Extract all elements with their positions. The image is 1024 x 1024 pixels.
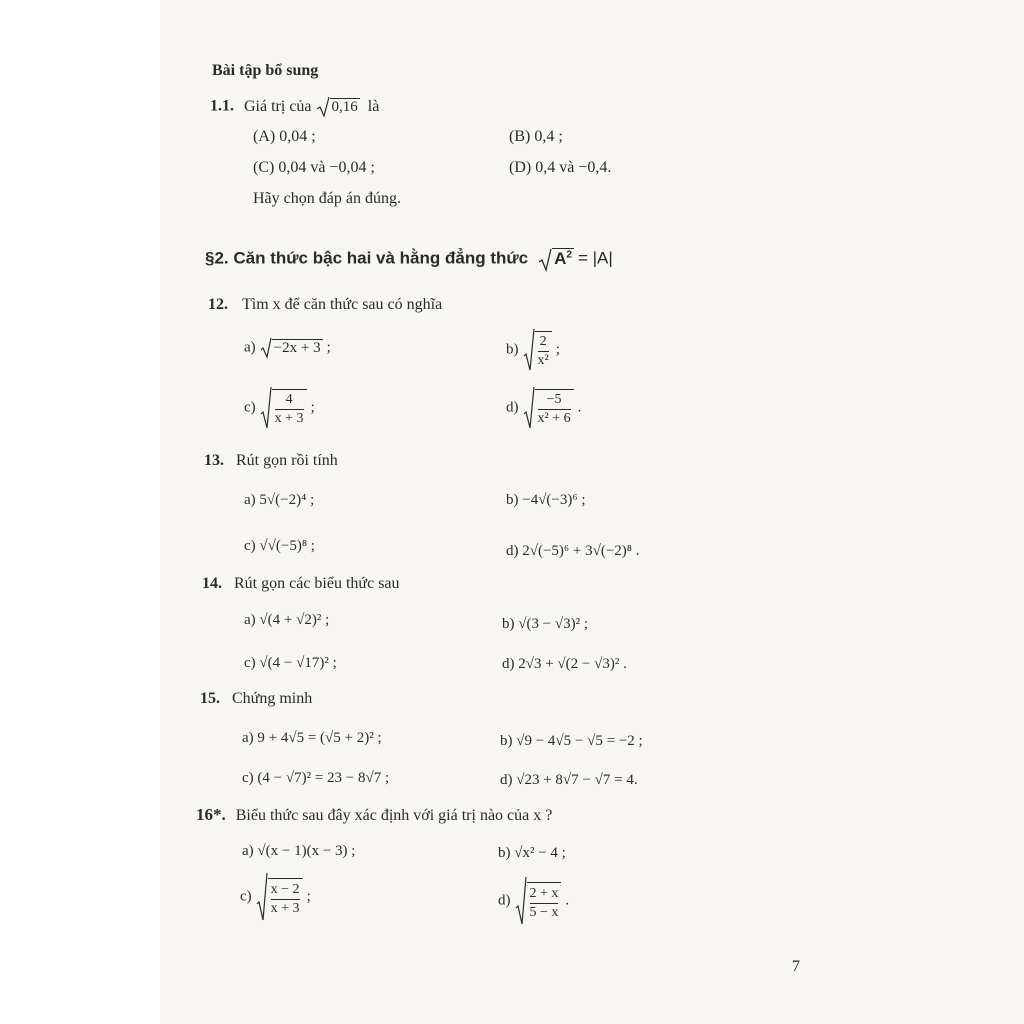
fraction	[272, 389, 307, 427]
formula-exponent: 2	[566, 249, 572, 261]
denominator: x² + 6	[537, 411, 571, 426]
fraction	[535, 331, 552, 369]
sqrt-symbol	[256, 872, 268, 922]
exercise-14	[202, 575, 400, 593]
ex14-item-c: c) √(4 − √17)² ;	[244, 655, 337, 671]
ex13-item-a: a) 5√(−2)⁴ ;	[244, 492, 315, 508]
sqrt-symbol	[260, 337, 272, 359]
formula-rhs: = |A|	[577, 248, 613, 268]
exercise-16	[196, 805, 552, 825]
ex15-item-c: c) (4 − √7)² = 23 − 8√7 ;	[242, 770, 390, 786]
exercise-text: Tìm x để căn thức sau có nghĩa	[242, 296, 443, 313]
sqrt-symbol	[523, 328, 535, 372]
sqrt-symbol	[515, 876, 527, 926]
option-c: (C) 0,04 và −0,04 ;	[253, 159, 375, 176]
instruction-text: Hãy chọn đáp án đúng.	[253, 190, 401, 207]
item-tail: .	[577, 399, 582, 416]
ex12-item-a	[244, 337, 331, 359]
denominator: x + 3	[270, 900, 300, 916]
item-label: d)	[498, 892, 511, 909]
exercise-number: 1.1.	[210, 97, 234, 115]
ex16-item-a: a) √(x − 1)(x − 3) ;	[242, 843, 356, 859]
item-label: c)	[244, 399, 256, 416]
exercise-number: 16*.	[196, 805, 226, 824]
ex15-item-d: d) √23 + 8√7 − √7 = 4.	[500, 772, 638, 788]
radicand: −2x + 3	[273, 339, 321, 356]
exercise-number: 13.	[204, 452, 224, 469]
exercise-15	[200, 690, 312, 708]
book-page	[160, 0, 1024, 1024]
sqrt-symbol	[523, 386, 535, 430]
exercise-number: 12.	[208, 296, 228, 313]
option-d: (D) 0,4 và −0,4.	[509, 159, 612, 176]
exercise-1-1	[210, 96, 379, 118]
item-tail: ;	[310, 399, 315, 416]
fraction	[268, 878, 303, 917]
supplement-heading: Bài tập bổ sung	[212, 62, 319, 79]
numerator: −5	[546, 392, 562, 407]
numerator: 2 + x	[529, 885, 559, 901]
ex15-item-b: b) √9 − 4√5 − √5 = −2 ;	[500, 733, 643, 749]
option-a: (A) 0,04 ;	[253, 128, 316, 145]
item-tail: .	[565, 892, 570, 909]
ex13-item-c: c) √√(−5)⁸ ;	[244, 538, 315, 554]
exercise-number: 15.	[200, 690, 220, 707]
option-b: (B) 0,4 ;	[509, 128, 563, 145]
exercise-text: Rút gọn rồi tính	[236, 452, 338, 469]
ex14-item-a: a) √(4 + √2)² ;	[244, 612, 330, 628]
exercise-text: Giá trị của	[244, 97, 312, 115]
exercise-text-tail: là	[367, 97, 380, 115]
fraction	[527, 882, 562, 921]
ex12-item-c	[244, 386, 315, 430]
section-title-row	[205, 248, 613, 272]
exercise-text: Chứng minh	[232, 690, 313, 707]
denominator: x + 3	[274, 411, 304, 426]
formula-base: A	[554, 248, 567, 268]
ex16-item-d	[498, 876, 569, 926]
exercise-number: 14.	[202, 575, 222, 592]
ex12-item-d	[506, 386, 581, 430]
numerator: 2	[539, 334, 547, 349]
ex14-item-d: d) 2√3 + √(2 − √3)² .	[502, 656, 627, 672]
item-tail: ;	[326, 339, 331, 356]
item-tail: ;	[555, 341, 560, 358]
formula-radicand	[552, 248, 574, 268]
radicand: 0,16	[331, 98, 358, 115]
numerator: 4	[285, 392, 293, 407]
ex12-item-b	[506, 328, 560, 372]
ex16-item-c	[240, 872, 311, 922]
item-tail: ;	[306, 888, 311, 905]
page-number: 7	[792, 958, 800, 975]
sqrt-symbol	[260, 386, 272, 430]
item-label: d)	[506, 399, 519, 416]
section-title: §2. Căn thức bậc hai và hằng đẳng thức	[205, 248, 529, 268]
ex13-item-b: b) −4√(−3)⁶ ;	[506, 492, 586, 508]
exercise-12	[208, 296, 442, 314]
denominator: x²	[537, 353, 549, 368]
ex15-item-a: a) 9 + 4√5 = (√5 + 2)² ;	[242, 730, 382, 746]
sqrt-symbol	[316, 96, 330, 118]
exercise-text: Biểu thức sau đây xác định với giá trị nào của x ?	[235, 807, 553, 824]
item-label: a)	[244, 339, 256, 356]
ex14-item-b: b) √(3 − √3)² ;	[502, 616, 589, 632]
fraction	[535, 389, 574, 427]
numerator: x − 2	[270, 881, 300, 897]
exercise-text: Rút gọn các biểu thức sau	[234, 575, 400, 592]
ex13-item-d: d) 2√(−5)⁶ + 3√(−2)⁸ .	[506, 543, 640, 559]
item-label: c)	[240, 888, 252, 905]
ex16-item-b: b) √x² − 4 ;	[498, 845, 566, 861]
sqrt-symbol	[538, 248, 552, 272]
item-label: b)	[506, 341, 519, 358]
denominator: 5 − x	[529, 904, 559, 920]
exercise-13	[204, 452, 338, 470]
